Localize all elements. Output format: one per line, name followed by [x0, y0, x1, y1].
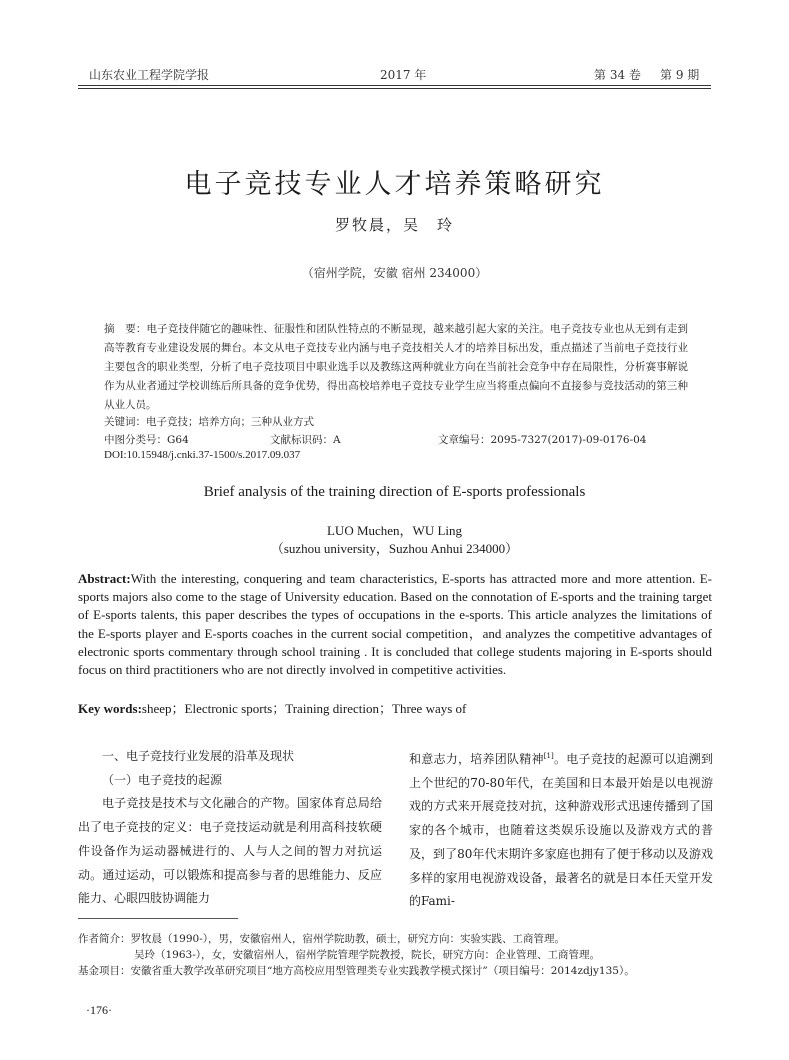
author-names: 罗牧晨，吴 玲: [334, 216, 454, 234]
footnote-rule: [78, 918, 238, 919]
section-heading: 一、电子竞技行业发展的沿革及现状: [102, 749, 295, 763]
english-keywords-text: sheep；Electronic sports；Training direction；Three ways of: [141, 701, 467, 716]
running-header-year: 2017 年: [380, 68, 427, 82]
english-abstract-label: Abstract:: [78, 571, 131, 586]
english-keywords-label: Key words:: [78, 701, 142, 716]
abstract-text: 电子竞技伴随它的趣味性、征服性和团队性特点的不断显现，越来越引起大家的关注。电子竞技专业也从无到有走到高等教育专业建设发展的舞台。本文从电子竞技专业内涵与电子竞技相关人才的培养目标出发，重点描述了当前电子竞技行业主要包含的职业类型，分析了电子竞技项目中职业选手以及教练这两种就业方向在当前社会竞争中存在局限性，分析赛事解说作为从业者通过学校训练后所具备的竞争优势，得出高校培养电子竞技专业学生应当将重点偏向不直接参与竞技活动的第三种从业人员。: [104, 323, 689, 411]
article-number: 文章编号：2095-7327(2017)-09-0176-04: [438, 434, 647, 446]
english-abstract-text: With the interesting, conquering and team characteristics, E-sports has attracted more and more attention. E-sports majors also come to the stage of University education. Based on the connotation of E-sports and the training target of E-sports talents, this paper describes the types of occupations in the e-sports. This article analyzes the limitations of the E-sports player and E-sports coaches in the current social competition，and analyzes the competitive advantages of electronic sports commentary through school training . It is concluded that college students majoring in E-sports should focus on third practitioners who are not directly involved in competitive activities.: [78, 571, 712, 678]
body-paragraph-continued: 和意志力，培养团队精神[1]。电子竞技的起源可以追溯到上个世纪的70-80年代，在美国和日本最开始是以电视游戏的方式来开展竞技对抗，这种游戏形式迅速传播到了国家的各个城市，也随着这类娱乐设施以及游戏方式的普及，到了80年代末期许多家庭也拥有了便于移动以及游戏多样的家用电视游戏设备，最著名的就是日本任天堂开发的Fami-: [409, 752, 713, 909]
paper-title: 电子竞技专业人才培养策略研究: [184, 169, 605, 200]
english-authors: LUO Muchen，WU Ling: [326, 523, 463, 538]
page-number: ·176·: [86, 1003, 112, 1017]
citation-ref: [1]: [543, 752, 554, 760]
english-title: Brief analysis of the training direction of E-sports professionals: [203, 484, 586, 500]
doi: DOI:10.15948/j.cnki.37-1500/s.2017.09.037: [104, 449, 301, 461]
chinese-keywords: 关键词：电子竞技；培养方向；三种从业方式: [104, 416, 314, 428]
subsection-heading: （一）电子竞技的起源: [102, 772, 223, 787]
body-right-column: [409, 745, 713, 914]
body-paragraph: 电子竞技是技术与文化融合的产物。国家体育总局给出了电子竞技的定义：电子竞技运动就是利用高科技软硬件设备作为运动器械进行的、人与人之间的智力对抗运动。通过运动，可以锻炼和提高参与者的思维能力、反应能力、心眼四肢协调能力: [78, 796, 382, 906]
document-code: 文献标识码：A: [270, 434, 341, 446]
clc-number: 中图分类号：G64: [104, 434, 189, 446]
english-keywords: [78, 698, 712, 717]
running-header-issue: 第 9 期: [660, 68, 700, 82]
english-abstract: [78, 570, 712, 679]
chinese-abstract: [104, 320, 688, 415]
running-header-volume: 第 34 卷: [594, 68, 641, 82]
abstract-label: 摘 要：: [104, 323, 147, 335]
running-header-journal: 山东农业工程学院学报: [89, 68, 210, 82]
header-rule: [78, 85, 711, 86]
affiliation: （宿州学院，安徽 宿州 234000）: [301, 266, 488, 280]
footnote-author-1: 作者简介：罗牧晨（1990-），男，安徽宿州人，宿州学院助教，硕士，研究方向：实验实践、工商管理。: [78, 933, 566, 945]
english-affiliation: （suzhou university，Suzhou Anhui 234000）: [270, 541, 519, 556]
footnote-author-2: 吴玲（1963-），女，安徽宿州人，宿州学院管理学院教授，院长，研究方向：企业管理、工商管理。: [134, 949, 601, 961]
header-rule-2: [78, 88, 711, 89]
footnote-funding: 基金项目：安徽省重大教学改革研究项目“地方高校应用型管理类专业实践教学模式探讨”（项目编号：2014zdjy135）。: [78, 965, 635, 977]
body-left-column: [78, 745, 382, 911]
